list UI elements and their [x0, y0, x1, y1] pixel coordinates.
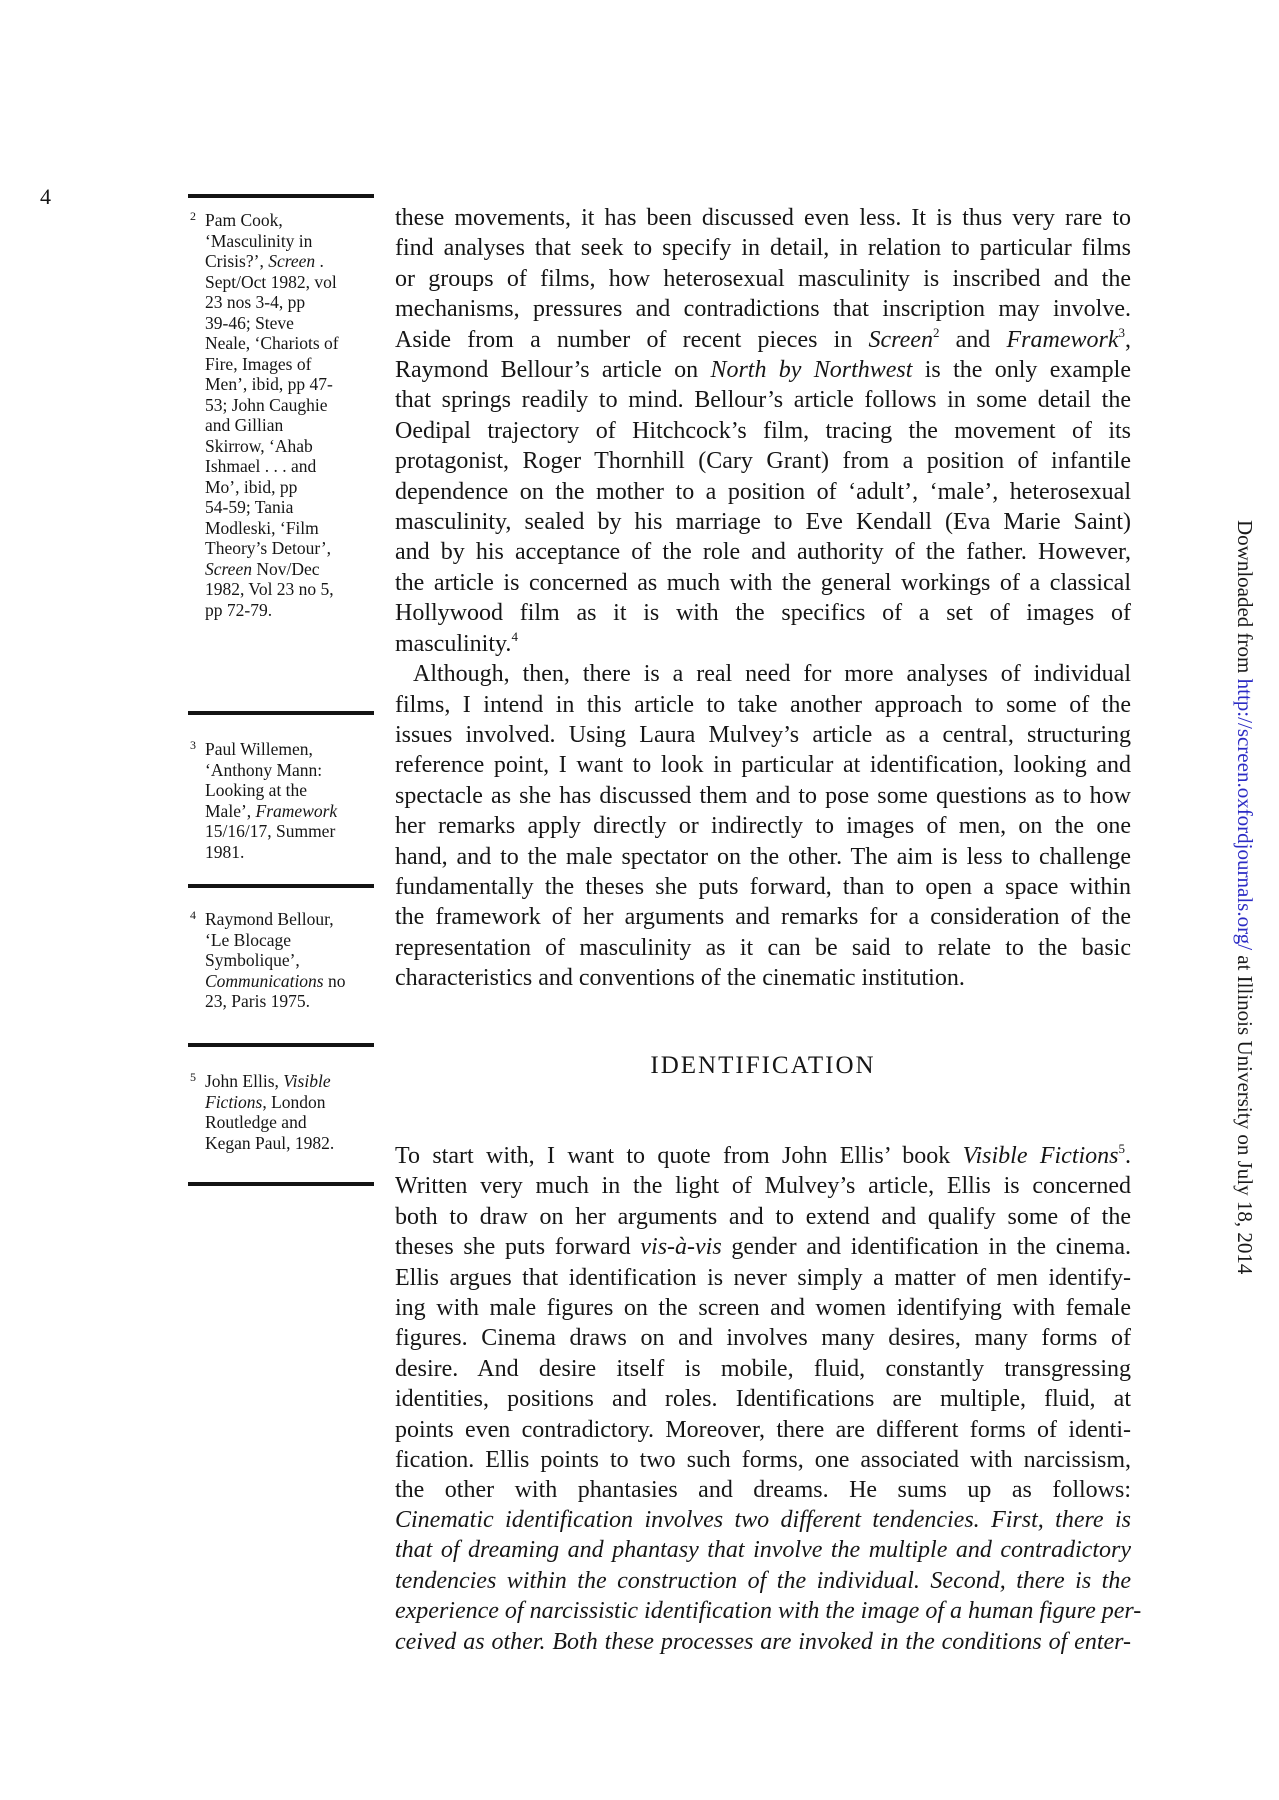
footnote-line: [205, 1112, 380, 1133]
text-run: the other with phantasies and dreams. He sums up as follows:: [395, 1477, 1131, 1504]
text-run: 15/16/17, Summer: [205, 821, 336, 841]
page-number: 4: [40, 184, 51, 209]
text-line: [395, 690, 1131, 720]
footnote-line: [205, 1092, 380, 1113]
footnote-line: [205, 395, 380, 416]
text-run: Fire, Images of: [205, 353, 312, 374]
text-line: [395, 933, 1131, 963]
footnote-line: [205, 579, 380, 600]
text-line: [395, 1232, 1131, 1262]
footnote-ref: 3: [1118, 324, 1125, 340]
text-line: [395, 1202, 1131, 1232]
footnote-line: [205, 971, 380, 992]
text-run: Routledge and: [205, 1112, 307, 1132]
body-paragraphs-1-2: [395, 203, 1131, 994]
text-line: [395, 659, 1131, 689]
footnote-divider: [188, 711, 374, 715]
text-line: [395, 1171, 1131, 1201]
footnote: [190, 909, 380, 1012]
text-run: masculinity, sealed by his marriage to Eve Kendall (Eva Marie Saint): [395, 509, 1131, 536]
text-line: [395, 902, 1131, 932]
footnote-number: 2: [190, 209, 196, 223]
italic-text: Screen: [868, 326, 933, 353]
text-run: dependence on the mother to a position of ‘adult’, ‘male’, heterosexual: [395, 478, 1131, 505]
footnote-ref: 2: [932, 324, 940, 340]
text-run: the framework of her arguments and remarks for a consideration of the: [395, 904, 1131, 931]
footnote-text: [205, 909, 380, 1012]
text-line: [395, 203, 1131, 233]
footnote-line: [205, 1071, 380, 1092]
watermark-prefix: Downloaded from: [1233, 520, 1257, 679]
text-line: [395, 1354, 1131, 1384]
footnote-divider: [188, 1043, 374, 1047]
text-run: Ellis argues that identification is never simply a matter of men identify-: [395, 1264, 1131, 1291]
footnote-line: [205, 950, 380, 971]
footnote-line: [205, 415, 380, 436]
text-run: Symbolique’,: [205, 950, 300, 970]
footnote-text: [205, 739, 380, 862]
text-line: [395, 325, 1131, 355]
text-run: ing with male figures on the screen and women identifying with female: [395, 1295, 1131, 1322]
text-run: both to draw on her arguments and to extend and qualify some of the: [395, 1203, 1131, 1230]
text-run: fication. Ellis points to two such forms, one associated with narcissism,: [395, 1447, 1131, 1474]
text-run: Crisis?’,: [205, 251, 269, 271]
footnote-number: 5: [190, 1070, 196, 1084]
italic-text: Communications: [205, 970, 324, 991]
text-run: pp 72-79.: [205, 599, 273, 620]
footnote-line: [205, 477, 380, 498]
footnote-line: [205, 842, 380, 863]
text-run: Oedipal trajectory of Hitchcock’s film, tracing the movement of its: [395, 417, 1131, 444]
text-run: Mo’, ibid, pp: [205, 476, 298, 497]
text-run: protagonist, Roger Thornhill (Cary Grant) from a position of infantile: [395, 448, 1131, 475]
footnote-line: [205, 210, 380, 231]
footnote-line: [205, 518, 380, 539]
text-run: the article is concerned as much with the general workings of a classical: [395, 569, 1131, 596]
text-line: [395, 568, 1131, 598]
text-run: 1981.: [205, 841, 245, 862]
footnote-line: [205, 780, 380, 801]
footnote-divider: [188, 884, 374, 888]
footnote: [190, 1071, 380, 1153]
text-run: Looking at the: [205, 780, 308, 800]
text-line: [395, 446, 1131, 476]
text-run: no: [323, 970, 346, 991]
text-run: 53; John Caughie: [205, 394, 328, 415]
footnote-ref: 4: [511, 628, 518, 644]
text-line: [395, 842, 1131, 872]
text-run: films, I intend in this article to take another approach to some of the: [395, 691, 1131, 718]
footnote-text: [205, 1071, 380, 1153]
text-run: figures. Cinema draws on and involves many desires, many forms of: [395, 1325, 1131, 1352]
footnote-line: [205, 600, 380, 621]
footnote-line: [205, 559, 380, 580]
footnote-line: [205, 930, 380, 951]
italic-text: Visible Fictions: [962, 1143, 1119, 1169]
text-line: [395, 355, 1131, 385]
text-run: Sept/Oct 1982, vol: [205, 271, 337, 292]
text-line: [395, 264, 1131, 294]
text-run: Raymond Bellour,: [205, 909, 334, 929]
italic-text: Screen: [268, 251, 316, 271]
text-run: To start with, I want to quote from John Ellis’ book: [395, 1143, 963, 1169]
text-line: [395, 872, 1131, 902]
text-run: gender and identification in the cinema.: [721, 1234, 1131, 1261]
text-line: [395, 1384, 1131, 1414]
text-run: Nov/Dec: [251, 558, 320, 579]
text-line: [395, 233, 1131, 263]
italic-text: Screen: [205, 558, 252, 579]
text-run: representation of masculinity as it can be said to relate to the basic: [395, 934, 1131, 961]
text-run: ‘Anthony Mann:: [205, 759, 323, 780]
footnote-divider: [188, 1182, 374, 1186]
quote-line: ceived as other. Both these processes are invoked in the conditions of enter-: [395, 1628, 1131, 1655]
italic-text: Visible: [283, 1071, 331, 1091]
text-line: [395, 781, 1131, 811]
text-run: masculinity.: [395, 630, 512, 657]
text-line: [395, 811, 1131, 841]
italic-text: Framework: [1006, 326, 1119, 353]
text-line: [395, 1475, 1131, 1505]
text-run: .: [315, 251, 324, 271]
footnote-line: [205, 292, 380, 313]
text-run: 39-46; Steve: [205, 312, 294, 333]
text-run: is the only example: [912, 357, 1131, 384]
quote-line: experience of narcissistic identification with the image of a human figure per-: [395, 1598, 1142, 1625]
text-line: [395, 416, 1131, 446]
text-run: Although, then, there is a real need for more analyses of individual: [413, 661, 1131, 688]
footnote-number: 3: [190, 738, 196, 752]
text-run: fundamentally the theses she puts forward, than to open a space within: [395, 873, 1131, 900]
footnote-line: [205, 272, 380, 293]
footnote-ref: 5: [1118, 1141, 1126, 1156]
text-line: [395, 294, 1131, 324]
text-line: [395, 629, 1131, 659]
text-run: and Gillian: [205, 415, 284, 435]
text-run: spectacle as she has discussed them and to pose some questions as to how: [395, 782, 1131, 809]
paragraph: [395, 1141, 1131, 1506]
text-run: theses she puts forward: [395, 1234, 641, 1261]
footnote-line: [205, 497, 380, 518]
section-heading: IDENTIFICATION: [650, 1052, 876, 1079]
text-run: Neale, ‘Chariots of: [205, 333, 339, 353]
footnote-line: [205, 456, 380, 477]
text-run: .: [1125, 1143, 1132, 1169]
footnote-line: [205, 333, 380, 354]
text-run: find analyses that seek to specify in detail, in relation to particular films: [395, 235, 1131, 262]
text-run: Hollywood film as it is with the specifics of a set of images of: [395, 600, 1131, 627]
text-run: these movements, it has been discussed even less. It is thus very rare to: [395, 205, 1131, 231]
footnote-line: [205, 909, 380, 930]
text-run: her remarks apply directly or indirectly to images of men, on the one: [395, 813, 1131, 840]
text-line: [395, 750, 1131, 780]
text-run: Raymond Bellour’s article on: [395, 357, 711, 384]
footnote-line: [205, 313, 380, 334]
download-watermark: [1232, 520, 1258, 1275]
text-run: points even contradictory. Moreover, there are different forms of identi-: [395, 1416, 1131, 1443]
text-line: [395, 385, 1131, 415]
text-run: ‘Le Blocage: [205, 929, 291, 950]
text-run: Paul Willemen,: [205, 739, 313, 759]
text-run: Aside from a number of recent pieces in: [395, 326, 869, 353]
footnote-line: [205, 354, 380, 375]
text-run: Male’,: [205, 800, 256, 821]
text-run: reference point, I want to look in particular at identification, looking and: [395, 752, 1131, 779]
text-run: John Ellis,: [205, 1071, 284, 1091]
paragraph: [395, 203, 1131, 659]
text-run: ‘Masculinity in: [205, 230, 313, 251]
text-line: [395, 598, 1131, 628]
italic-text: Fictions: [205, 1091, 263, 1112]
text-run: issues involved. Using Laura Mulvey’s article as a central, structuring: [395, 721, 1131, 748]
body-paragraph-3: [395, 1117, 1131, 1530]
text-run: and by his acceptance of the role and authority of the father. However,: [395, 539, 1131, 566]
text-line: [395, 1293, 1131, 1323]
text-line: [395, 507, 1131, 537]
text-run: or groups of films, how heterosexual masculinity is inscribed and the: [395, 265, 1131, 292]
text-line: [395, 537, 1131, 567]
text-run: 23 nos 3-4, pp: [205, 292, 306, 312]
text-run: Ishmael . . . and: [205, 456, 317, 476]
italic-text: Framework: [255, 800, 338, 821]
italic-text: North by Northwest: [710, 357, 913, 384]
text-line: [395, 1141, 1131, 1171]
text-run: ,: [1125, 326, 1131, 353]
text-line: [395, 1445, 1131, 1475]
text-line: [395, 1263, 1131, 1293]
footnote: [190, 739, 380, 862]
footnote-text: [205, 210, 380, 620]
text-line: [395, 477, 1131, 507]
footnote-line: [205, 1133, 380, 1154]
footnote-line: [205, 821, 380, 842]
text-run: desire. And desire itself is mobile, fluid, constantly transgressing: [395, 1355, 1131, 1382]
quote-line: that of dreaming and phantasy that involve the multiple and contradictory: [395, 1537, 1131, 1564]
footnote-line: [205, 374, 380, 395]
quote-line: Cinematic identification involves two different tendencies. First, there is: [395, 1507, 1131, 1533]
footnote-line: [205, 760, 380, 781]
italic-text: vis-à-vis: [640, 1234, 722, 1261]
footnote-line: [205, 436, 380, 457]
footnote-line: [205, 739, 380, 760]
text-run: Theory’s Detour’,: [205, 538, 332, 558]
footnote: [190, 210, 380, 620]
text-run: that springs readily to mind. Bellour’s article follows in some detail the: [395, 387, 1131, 414]
text-run: Pam Cook,: [205, 210, 283, 230]
watermark-suffix: at Illinois University on July 18, 2014: [1233, 950, 1257, 1275]
footnote-line: [205, 231, 380, 252]
text-run: Modleski, ‘Film: [205, 517, 319, 538]
quote-line: tendencies within the construction of the individual. Second, there is the: [395, 1567, 1131, 1594]
text-run: Skirrow, ‘Ahab: [205, 435, 313, 456]
text-run: Men’, ibid, pp 47-: [205, 374, 333, 394]
footnote-line: [205, 538, 380, 559]
watermark-link[interactable]: http://screen.oxfordjournals.org/: [1233, 678, 1257, 951]
text-line: [395, 720, 1131, 750]
text-run: identities, positions and roles. Identifications are multiple, fluid, at: [395, 1386, 1131, 1413]
footnote-line: [205, 991, 380, 1012]
text-run: hand, and to the male spectator on the other. The aim is less to challenge: [395, 843, 1131, 870]
paragraph: [395, 659, 1131, 993]
footnote-line: [205, 251, 380, 272]
footnote-line: [205, 801, 380, 822]
text-run: mechanisms, pressures and contradictions that inscription may involve.: [395, 296, 1131, 323]
text-run: Kegan Paul, 1982.: [205, 1132, 335, 1153]
block-quote: [395, 1505, 1142, 1657]
footnote-number: 4: [190, 908, 196, 922]
text-run: , London: [262, 1091, 326, 1112]
text-run: 23, Paris 1975.: [205, 991, 310, 1011]
text-run: Written very much in the light of Mulvey’s article, Ellis is concerned: [395, 1173, 1131, 1200]
text-run: and: [939, 326, 1007, 353]
text-run: characteristics and conventions of the cinematic institution.: [395, 965, 965, 992]
text-line: [395, 1323, 1131, 1353]
text-line: [395, 963, 1131, 993]
text-line: [395, 1415, 1131, 1445]
footnote-divider: [188, 194, 374, 198]
text-run: 1982, Vol 23 no 5,: [205, 579, 334, 599]
text-run: 54-59; Tania: [205, 497, 294, 517]
